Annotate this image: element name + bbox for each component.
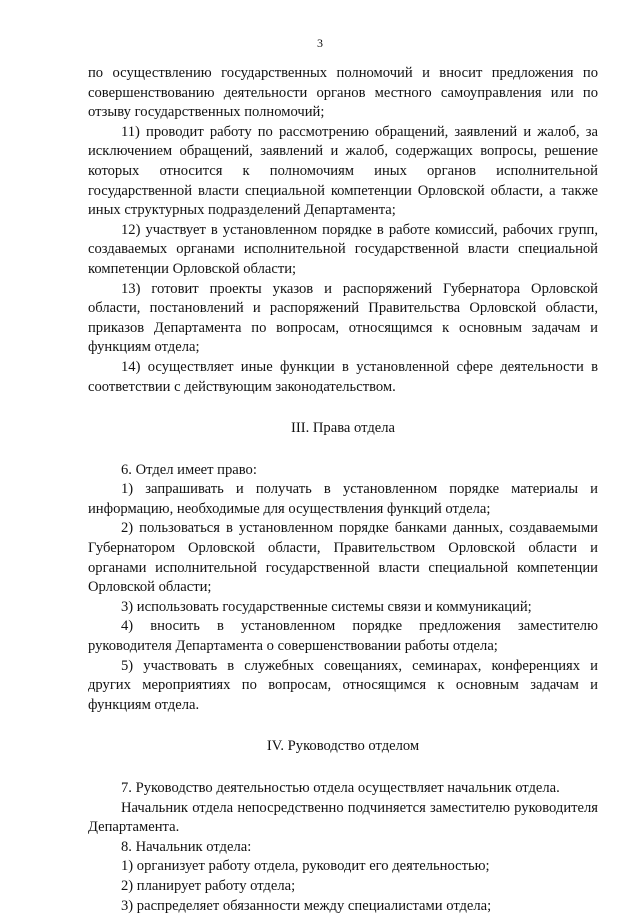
paragraph: 4) вносить в установленном порядке предложения заместителю руководителя Департамента о совершенствовании работы отдела; (88, 618, 598, 655)
section-heading-management: IV. Руководство отделом (266, 738, 420, 755)
document-body (88, 64, 598, 916)
paragraph: 1) запрашивать и получать в установленном порядке материалы и информацию, необходимые для осуществления функций отдела; (88, 481, 598, 517)
paragraph: 3) распределяет обязанности между специалистами отдела; (121, 897, 492, 914)
paragraph: Начальник отдела непосредственно подчиняется заместителю руководителя Департамента. (88, 799, 598, 836)
paragraph: 6. Отдел имеет право: (121, 461, 257, 478)
paragraph: 7. Руководство деятельностью отдела осуществляет начальник отдела. (121, 780, 560, 796)
paragraph: 2) планирует работу отдела; (121, 877, 296, 894)
paragraph: 3) использовать государственные системы связи и коммуникаций; (121, 598, 532, 615)
paragraph: 11) проводит работу по рассмотрению обращений, заявлений и жалоб, за исключением обращений, заявлений и жалоб, содержащих вопросы, решение которых относится к полномочиям иных органов исполнительной государственной власти специальной компетенции Орловской области, а также иных структурных подразделений Департамента; (88, 123, 598, 219)
paragraph: 13) готовит проекты указов и распоряжений Губернатора Орловской области, постановлений и распоряжений Правительства Орловской области, приказов Департамента по вопросам, относящимся к основным задачам и функциям отдела; (88, 280, 598, 356)
paragraph: 5) участвовать в служебных совещаниях, семинарах, конференциях и других мероприятиях по вопросам, относящимся к основным задачам и функциям отдела. (88, 657, 598, 713)
paragraph: по осуществлению государственных полномочий и вносит предложения по совершенствованию деятельности органов местного самоуправления или по отзыву государственных полномочий; (88, 65, 598, 121)
paragraph: 2) пользоваться в установленном порядке банками данных, создаваемыми Губернатором Орловской области, Правительством Орловской области и органами исполнительной государственной власти специальной компетенции Орловской области; (88, 520, 598, 596)
paragraph: 8. Начальник отдела: (121, 838, 252, 855)
paragraph: 14) осуществляет иные функции в установленной сфере деятельности в соответствии с действующим законодательством. (88, 358, 598, 395)
paragraph: 12) участвует в установленном порядке в работе комиссий, рабочих групп, создаваемых органами исполнительной государственной власти специальной компетенции Орловской области; (88, 221, 598, 277)
paragraph: 1) организует работу отдела, руководит его деятельностью; (121, 858, 490, 875)
section-heading-rights: III. Права отдела (291, 420, 395, 437)
page-number: 3 (317, 36, 323, 50)
